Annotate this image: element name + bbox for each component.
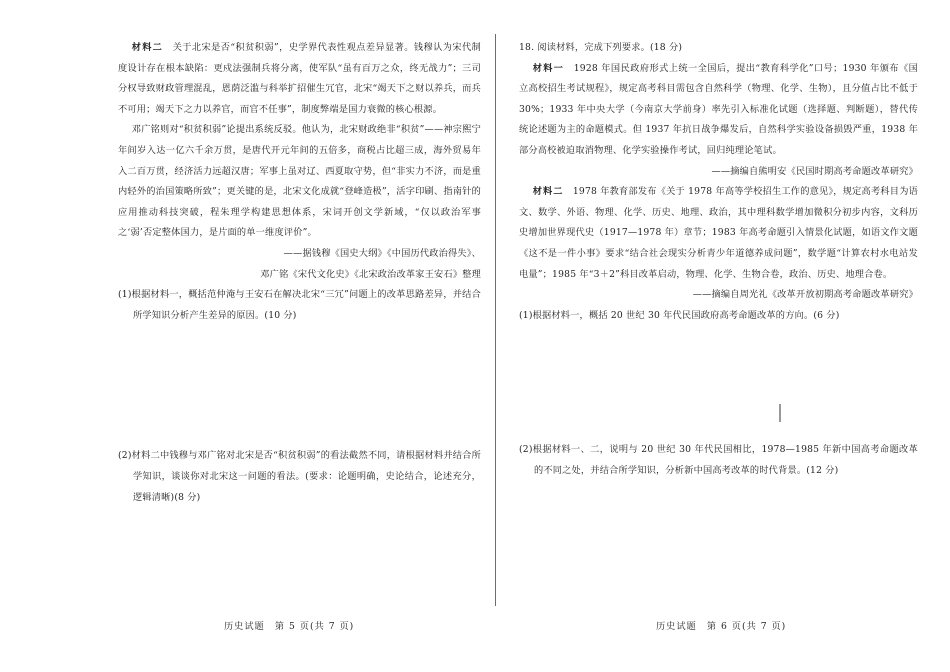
material2b-label: 材料二 <box>532 186 564 198</box>
material1-text: 1928 年国民政府形式上统一全国后，提出“教育科学化”口号；1930 年颁布《国立高校招生考试规程》，规定高考科目需包含自然科学（物理、化学、生物），且分值占比不低于 30%；1933 年中央大学（今南京大学前身）率先引入标准化试题（选择题、判断题），替代传统论述题为主的命题模式。但 1937 年抗日战争爆发后，自然科学实验设备损毁严重，1938 年部分高校被迫取消物理、化学实验操作考试，回归纯理论笔试。 <box>519 62 919 156</box>
material2b-text: 1978 年教育部发布《关于 1978 年高等学校招生工作的意见》，规定高考科目为语文、数学、外语、物理、化学、历史、地理、政治，其中理科数学增加微积分初步内容，文科历史增加世界现代史（1917—1978 年）章节；1983 年高考命题引入情景化试题，如语文作文题《这不是一件小事》要求“结合社会现实分析青少年道德养成问题”，数学题“计算农村水电站发电量”；1985 年“3＋2”科目改革启动，物理、化学、生物合卷，政治、历史、地理合卷。 <box>519 186 918 280</box>
source-line-1: ——据钱穆《国史大纲》《中国历代政治得失》、 <box>283 247 481 259</box>
material2-label: 材料二 <box>131 42 164 53</box>
scan-mark <box>779 404 781 422</box>
material2-text-2: 邓广铭则对“积贫积弱”论提出系统反驳。他认为，北宋财政绝非“积贫”——神宗熙宁年间岁入达一亿六千余万贯，是唐代开元年间的五倍多，商税占比超三成，海外贸易年入二百万贯，经济活力远超汉唐；军事上虽对辽、西夏取守势，但“非实力不济，而是重内轻外的治国策略所致”；更关键的是，北宋文化成就“登峰造极”，活字印刷、指南针的应用推动科技突破，程朱理学构建思想体系，宋词开创文学新域，“仅以政治军事之‘弱’否定整体国力，是片面的单一维度评价”。 <box>118 124 481 239</box>
material2-paragraph <box>118 38 481 120</box>
material2b-paragraph <box>519 182 918 285</box>
question-1: (1)根据材料一，概括范仲淹与王安石在解决北宋“三冗”问题上的改革思路差异，并结合所学知识分析产生差异的原因。(10 分) <box>118 289 481 321</box>
right-page <box>497 0 950 672</box>
source-line-2: 邓广铭《宋代文化史》《北宋政治改革家王安石》整理 <box>260 268 481 280</box>
material1-paragraph <box>519 59 918 162</box>
question-18-heading: 18. 阅读材料，完成下列要求。(18 分) <box>519 42 683 53</box>
page-divider <box>495 34 496 606</box>
material2-text-1: 关于北宋是否“积贫积弱”，史学界代表性观点差异显著。钱穆认为宋代制度设计存在根本缺陷：更戍法强制兵将分离，使军队“虽有百万之众，终无战力”；三司分权导致财政管理混乱，恩荫泛滥与科举扩招催生冗官，北宋“竭天下之财以养兵，而兵不可用；竭天下之力以养官，而官不任事”，制度弊端是国力衰微的核心根源。 <box>118 42 481 115</box>
material2b-source: ——摘编自周光礼《改革开放初期高考命题改革研究》 <box>692 289 918 301</box>
question-18-2: (2)根据材料一、二，说明与 20 世纪 30 年代民国相比，1978—1985 年新中国高考命题改革的不同之处，并结合所学知识，分析新中国高考改革的时代背景。(12 分) <box>519 444 918 476</box>
question-18-1: (1)根据材料一，概括 20 世纪 30 年代民国政府高考命题改革的方向。(6 分) <box>519 309 840 321</box>
material1-label: 材料一 <box>532 62 565 74</box>
material1-source: ——摘编自熊明安《民国时期高考命题改革研究》 <box>711 165 918 177</box>
footer-page-5: 历史试题 第 5 页(共 7 页) <box>224 621 355 632</box>
question-2: (2)材料二中钱穆与邓广铭对北宋是否“积贫积弱”的看法截然不同，请根据材料并结合所学知识，谈谈你对北宋这一问题的看法。(要求：论题明确，史论结合，论述充分，逻辑清晰)(8 分) <box>118 450 481 503</box>
footer-page-6: 历史试题 第 6 页(共 7 页) <box>656 621 787 632</box>
